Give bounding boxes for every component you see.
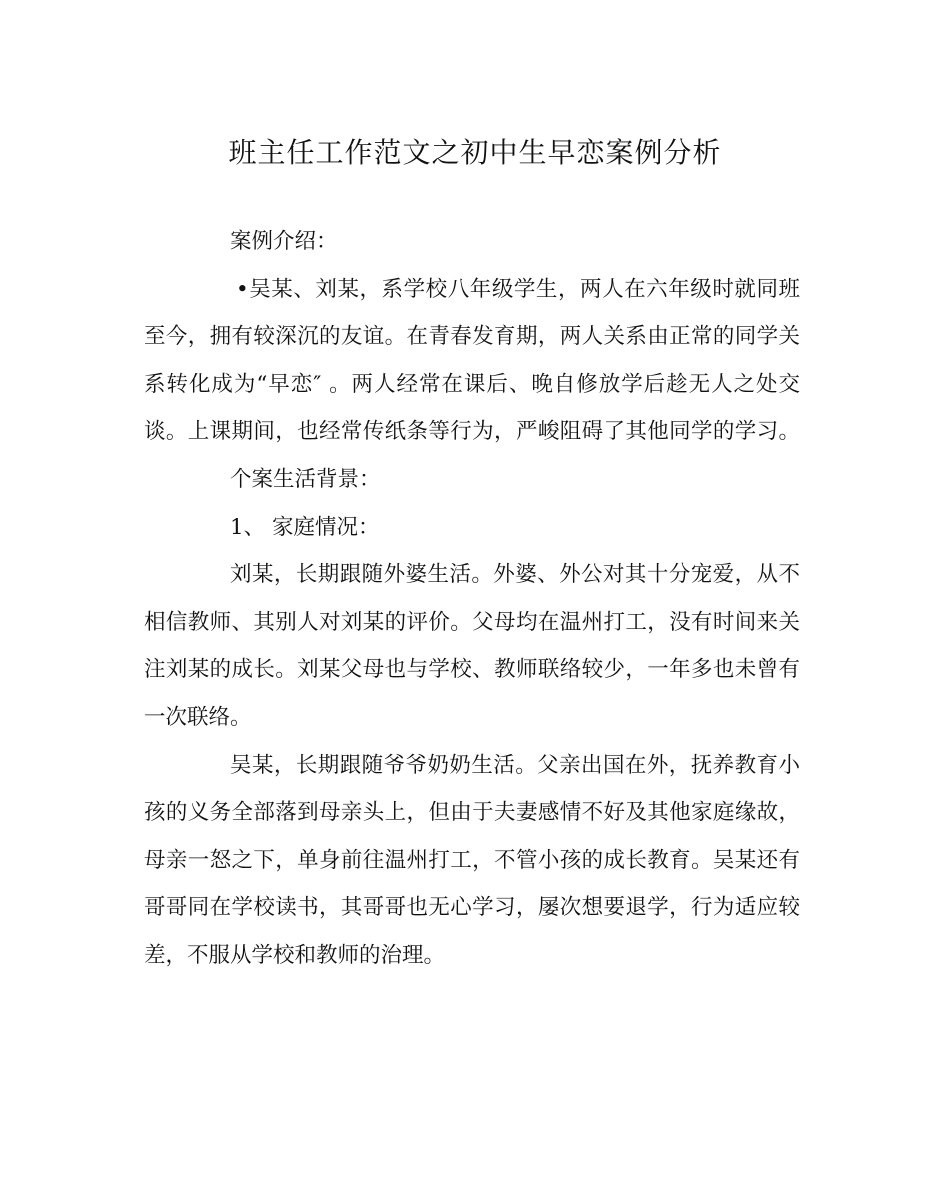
paragraph-line: 注刘某的成长。刘某父母也与学校、教师联络较少，一年多也未曾有	[144, 657, 800, 683]
paragraph-line: 哥哥同在学校读书，其哥哥也无心学习，屡次想要退学，行为适应较	[144, 895, 800, 921]
document-body	[144, 218, 800, 980]
section-heading-background: 个案生活背景：	[230, 466, 381, 492]
section-heading-family: 1、 家庭情况：	[230, 514, 380, 540]
document-title: 班主任工作范文之初中生早恋案例分析	[228, 136, 722, 169]
paragraph-line: 至今，拥有较深沉的友谊。在青春发育期，两人关系由正常的同学关	[144, 324, 800, 350]
paragraph-line: 刘某，长期跟随外婆生活。外婆、外公对其十分宠爱，从不	[230, 562, 800, 588]
paragraph-line: •吴某、刘某，系学校八年级学生，两人在六年级时就同班	[236, 276, 800, 302]
paragraph-line: 一次联络。	[144, 704, 252, 730]
paragraph-line: 系转化成为“早恋″ 。两人经常在课后、晚自修放学后趁无人之处交	[144, 371, 800, 397]
section-heading-case-intro: 案例介绍：	[230, 229, 338, 254]
paragraph-line: 谈。上课期间，也经常传纸条等行为，严峻阻碍了其他同学的学习。	[144, 419, 800, 445]
paragraph-line: 差，不服从学校和教师的治理。	[144, 942, 446, 968]
paragraph-line: 母亲一怒之下，单身前往温州打工，不管小孩的成长教育。吴某还有	[144, 847, 800, 873]
paragraph-line: 相信教师、其别人对刘某的评价。父母均在温州打工，没有时间来关	[144, 609, 800, 635]
paragraph-line: 孩的义务全部落到母亲头上，但由于夫妻感情不好及其他家庭缘故，	[144, 800, 800, 826]
paragraph-line: 吴某，长期跟随爷爷奶奶生活。父亲出国在外，抚养教育小	[230, 752, 800, 778]
